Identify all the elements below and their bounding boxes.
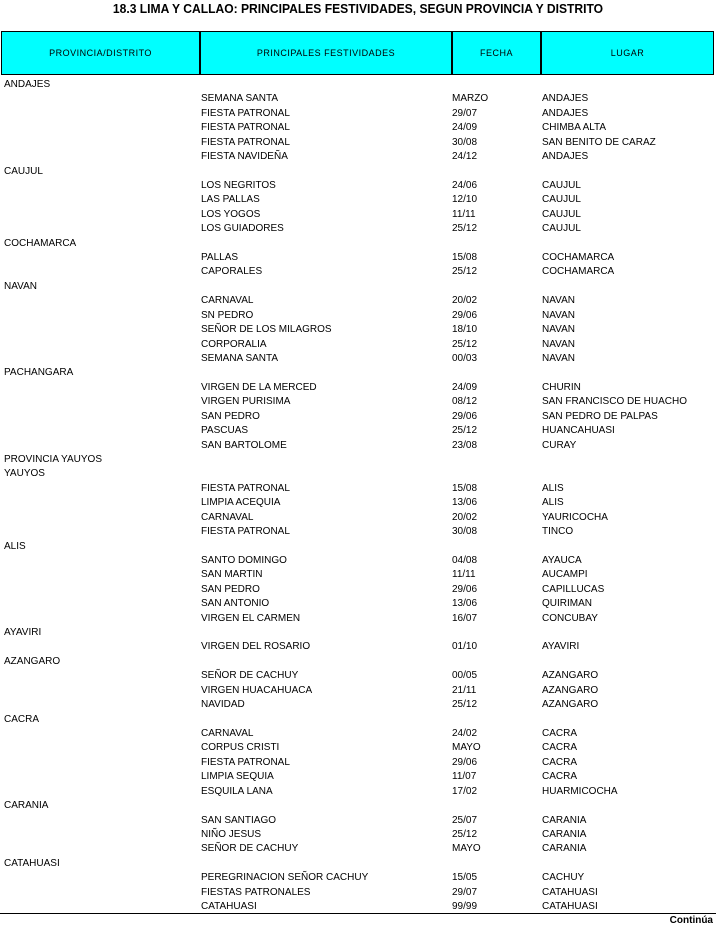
- district-row: [0, 655, 716, 669]
- table-row: [0, 756, 716, 770]
- lugar-cell: CATAHUASI: [542, 901, 598, 913]
- fecha-cell: 08/12: [452, 396, 478, 408]
- table-row: [0, 92, 716, 106]
- festividad-cell: NAVIDAD: [201, 699, 245, 711]
- district-row: [0, 626, 716, 640]
- district-row: [0, 78, 716, 92]
- lugar-cell: CONCUBAY: [542, 612, 598, 624]
- table-row: [0, 179, 716, 193]
- festividad-cell: FIESTA PATRONAL: [201, 136, 290, 148]
- lugar-cell: CURAY: [542, 439, 577, 451]
- festividad-cell: SAN MARTIN: [201, 569, 263, 581]
- festividad-cell: CARNAVAL: [201, 295, 254, 307]
- page-title: 18.3 LIMA Y CALLAO: PRINCIPALES FESTIVIDADES, SEGUN PROVINCIA Y DISTRITO: [112, 1, 604, 16]
- fecha-cell: 29/06: [452, 309, 478, 321]
- fecha-cell: 24/09: [452, 122, 478, 134]
- festividad-cell: SAN PEDRO: [201, 583, 260, 595]
- table-row: [0, 785, 716, 799]
- district-row: [0, 713, 716, 727]
- lugar-cell: NAVAN: [542, 309, 575, 321]
- lugar-cell: CACRA: [542, 756, 578, 768]
- festividad-cell: CATAHUASI: [201, 901, 257, 913]
- district-row: [0, 237, 716, 251]
- festividad-cell: PALLAS: [201, 252, 239, 264]
- fecha-cell: 30/08: [452, 526, 478, 538]
- festividad-cell: LOS YOGOS: [201, 208, 261, 220]
- table-row: [0, 842, 716, 856]
- festividad-cell: CARNAVAL: [201, 727, 254, 739]
- header-festividades: PRINCIPALES FESTIVIDADES: [201, 32, 453, 74]
- lugar-cell: AZANGARO: [542, 699, 599, 711]
- fecha-cell: 11/11: [452, 569, 476, 581]
- fecha-cell: 30/08: [452, 136, 478, 148]
- fecha-cell: 17/02: [452, 785, 478, 797]
- festividad-cell: FIESTA PATRONAL: [201, 122, 290, 134]
- table-row: [0, 698, 716, 712]
- fecha-cell: 29/06: [452, 756, 478, 768]
- festividad-cell: FIESTA NAVIDEÑA: [201, 151, 288, 163]
- table-row: [0, 294, 716, 308]
- festividad-cell: LAS PALLAS: [201, 194, 260, 206]
- district-cell: CACRA: [4, 713, 40, 725]
- lugar-cell: CAUJUL: [542, 179, 581, 191]
- festividad-cell: SN PEDRO: [201, 309, 254, 321]
- table-row: [0, 770, 716, 784]
- fecha-cell: 21/11: [452, 684, 477, 696]
- continua-label: Continúa: [669, 915, 713, 926]
- district-cell: ANDAJES: [4, 79, 51, 90]
- festividad-cell: LIMPIA SEQUIA: [201, 771, 274, 783]
- table-row: [0, 439, 716, 453]
- fecha-cell: 25/12: [452, 699, 478, 711]
- table-row: [0, 193, 716, 207]
- festividad-cell: CORPORALIA: [201, 338, 267, 350]
- fecha-cell: 25/12: [452, 425, 478, 437]
- festividad-cell: VIRGEN PURISIMA: [201, 396, 291, 408]
- fecha-cell: 24/02: [452, 727, 478, 739]
- lugar-cell: CACRA: [542, 742, 578, 754]
- table-row: [0, 251, 716, 265]
- district-cell: PROVINCIA YAUYOS: [4, 453, 102, 465]
- table-row: [0, 121, 716, 135]
- lugar-cell: SAN FRANCISCO DE HUACHO: [542, 396, 688, 408]
- district-cell: AYAVIRI: [4, 627, 42, 639]
- table-row: [0, 309, 716, 323]
- festividad-cell: CARNAVAL: [201, 511, 254, 523]
- fecha-cell: 29/06: [452, 583, 478, 595]
- district-row: [0, 165, 716, 179]
- lugar-cell: NAVAN: [542, 338, 575, 350]
- lugar-cell: ANDAJES: [542, 151, 589, 163]
- festividad-cell: FIESTA PATRONAL: [201, 107, 290, 119]
- fecha-cell: 24/09: [452, 381, 478, 393]
- district-row: [0, 467, 716, 481]
- fecha-cell: 25/12: [452, 223, 478, 235]
- festividad-cell: SEÑOR DE CACHUY: [201, 670, 299, 682]
- lugar-cell: CACRA: [542, 771, 578, 783]
- district-row: [0, 799, 716, 813]
- table-row: [0, 107, 716, 121]
- lugar-cell: ALIS: [542, 497, 564, 509]
- lugar-cell: YAURICOCHA: [542, 511, 608, 523]
- fecha-cell: 04/08: [452, 554, 478, 566]
- festividad-cell: FIESTA PATRONAL: [201, 756, 290, 768]
- festividad-cell: CAPORALES: [201, 266, 263, 278]
- fecha-cell: 23/08: [452, 439, 478, 451]
- festividad-cell: PASCUAS: [201, 425, 249, 437]
- lugar-cell: CARANIA: [542, 814, 587, 826]
- district-cell: YAUYOS: [4, 468, 45, 480]
- lugar-cell: COCHAMARCA: [542, 252, 615, 264]
- table-body: [0, 78, 716, 914]
- table-row: [0, 741, 716, 755]
- lugar-cell: NAVAN: [542, 295, 575, 307]
- header-fecha: FECHA: [453, 32, 542, 74]
- fecha-cell: 12/10: [452, 194, 478, 206]
- lugar-cell: CHURIN: [542, 381, 581, 393]
- festividad-cell: SEMANA SANTA: [201, 93, 279, 105]
- fecha-cell: 15/08: [452, 482, 478, 494]
- district-row: [0, 453, 716, 467]
- table-row: [0, 150, 716, 164]
- district-row: [0, 366, 716, 380]
- district-cell: NAVAN: [4, 280, 37, 292]
- festividad-cell: FIESTA PATRONAL: [201, 526, 290, 538]
- festividad-cell: LOS NEGRITOS: [201, 179, 276, 191]
- fecha-cell: MAYO: [452, 742, 481, 754]
- table-row: [0, 424, 716, 438]
- fecha-cell: 16/07: [452, 612, 478, 624]
- lugar-cell: AUCAMPI: [542, 569, 588, 581]
- lugar-cell: CARANIA: [542, 828, 587, 840]
- lugar-cell: COCHAMARCA: [542, 266, 615, 278]
- fecha-cell: MARZO: [452, 93, 489, 105]
- festividad-cell: SAN PEDRO: [201, 410, 260, 422]
- festividad-cell: SANTO DOMINGO: [201, 554, 287, 566]
- fecha-cell: 24/06: [452, 179, 478, 191]
- table-row: [0, 525, 716, 539]
- lugar-cell: CAUJUL: [542, 223, 581, 235]
- festividad-cell: LOS GUIADORES: [201, 223, 284, 235]
- district-cell: CATAHUASI: [4, 857, 60, 869]
- lugar-cell: AZANGARO: [542, 684, 599, 696]
- footer-divider: [0, 913, 716, 914]
- festividad-cell: SEÑOR DE CACHUY: [201, 843, 299, 855]
- district-cell: CARANIA: [4, 800, 49, 812]
- fecha-cell: 00/05: [452, 670, 478, 682]
- lugar-cell: QUIRIMAN: [542, 598, 592, 610]
- fecha-cell: 13/06: [452, 598, 478, 610]
- lugar-cell: AYAVIRI: [542, 641, 580, 653]
- festividad-cell: CORPUS CRISTI: [201, 742, 280, 754]
- fecha-cell: 25/07: [452, 814, 478, 826]
- table-row: [0, 496, 716, 510]
- fecha-cell: MAYO: [452, 843, 481, 855]
- table-row: [0, 554, 716, 568]
- table-row: [0, 597, 716, 611]
- table-row: [0, 828, 716, 842]
- table-row: [0, 410, 716, 424]
- lugar-cell: HUANCAHUASI: [542, 425, 615, 437]
- table-header: [1, 31, 714, 75]
- fecha-cell: 11/07: [452, 771, 477, 783]
- fecha-cell: 15/05: [452, 872, 478, 884]
- fecha-cell: 25/12: [452, 338, 478, 350]
- lugar-cell: SAN BENITO DE CARAZ: [542, 136, 656, 148]
- lugar-cell: CAUJUL: [542, 194, 581, 206]
- district-row: [0, 857, 716, 871]
- fecha-cell: 99/99: [452, 901, 478, 913]
- festividad-cell: VIRGEN DEL ROSARIO: [201, 641, 311, 653]
- lugar-cell: ALIS: [542, 482, 564, 494]
- table-row: [0, 669, 716, 683]
- fecha-cell: 20/02: [452, 511, 478, 523]
- table-row: [0, 482, 716, 496]
- festividad-cell: ESQUILA LANA: [201, 785, 273, 797]
- table-row: [0, 395, 716, 409]
- district-cell: COCHAMARCA: [4, 237, 77, 249]
- header-provincia-distrito: PROVINCIA/DISTRITO: [2, 32, 201, 74]
- table-row: [0, 612, 716, 626]
- lugar-cell: ANDAJES: [542, 107, 589, 119]
- district-row: [0, 540, 716, 554]
- festividad-cell: SEÑOR DE LOS MILAGROS: [201, 324, 332, 336]
- fecha-cell: 24/12: [452, 151, 478, 163]
- lugar-cell: AZANGARO: [542, 670, 599, 682]
- festividad-cell: SAN SANTIAGO: [201, 814, 277, 826]
- table-row: [0, 871, 716, 885]
- festividad-cell: FIESTAS PATRONALES: [201, 886, 311, 898]
- fecha-cell: 20/02: [452, 295, 478, 307]
- table-row: [0, 265, 716, 279]
- table-row: [0, 727, 716, 741]
- fecha-cell: 29/06: [452, 410, 478, 422]
- lugar-cell: HUARMICOCHA: [542, 785, 618, 797]
- festividad-cell: PEREGRINACION SEÑOR CACHUY: [201, 872, 369, 884]
- table-row: [0, 511, 716, 525]
- festividad-cell: NIÑO JESUS: [201, 828, 262, 840]
- lugar-cell: SAN PEDRO DE PALPAS: [542, 410, 658, 422]
- table-row: [0, 352, 716, 366]
- lugar-cell: CHIMBA ALTA: [542, 122, 607, 134]
- table-row: [0, 583, 716, 597]
- festividad-cell: SAN ANTONIO: [201, 598, 270, 610]
- district-cell: CAUJUL: [4, 165, 43, 177]
- table-row: [0, 208, 716, 222]
- fecha-cell: 29/07: [452, 886, 478, 898]
- table-row: [0, 338, 716, 352]
- fecha-cell: 13/06: [452, 497, 478, 509]
- table-row: [0, 222, 716, 236]
- table-row: [0, 684, 716, 698]
- festividad-cell: FIESTA PATRONAL: [201, 482, 290, 494]
- table-row: [0, 814, 716, 828]
- lugar-cell: CARANIA: [542, 843, 587, 855]
- festividad-cell: VIRGEN EL CARMEN: [201, 612, 301, 624]
- festividad-cell: SAN BARTOLOME: [201, 439, 287, 451]
- lugar-cell: NAVAN: [542, 324, 575, 336]
- lugar-cell: CACHUY: [542, 872, 585, 884]
- festividad-cell: VIRGEN DE LA MERCED: [201, 381, 317, 393]
- lugar-cell: CAUJUL: [542, 208, 581, 220]
- fecha-cell: 25/12: [452, 828, 478, 840]
- district-cell: PACHANGARA: [4, 367, 74, 379]
- festividad-cell: VIRGEN HUACAHUACA: [201, 684, 313, 696]
- fecha-cell: 18/10: [452, 324, 478, 336]
- table-row: [0, 640, 716, 654]
- table-row: [0, 381, 716, 395]
- fecha-cell: 25/12: [452, 266, 478, 278]
- table-row: [0, 886, 716, 900]
- lugar-cell: ANDAJES: [542, 93, 589, 105]
- table-row: [0, 323, 716, 337]
- festividad-cell: SEMANA SANTA: [201, 353, 279, 365]
- table-row: [0, 568, 716, 582]
- header-lugar: LUGAR: [610, 48, 645, 58]
- lugar-cell: TINCO: [542, 526, 574, 538]
- district-cell: ALIS: [4, 540, 26, 552]
- lugar-cell: NAVAN: [542, 353, 575, 365]
- fecha-cell: 00/03: [452, 353, 478, 365]
- lugar-cell: CAPILLUCAS: [542, 583, 605, 595]
- fecha-cell: 15/08: [452, 252, 478, 264]
- lugar-cell: CACRA: [542, 727, 578, 739]
- district-cell: AZANGARO: [4, 655, 61, 667]
- district-row: [0, 280, 716, 294]
- festividad-cell: LIMPIA ACEQUIA: [201, 497, 281, 509]
- lugar-cell: CATAHUASI: [542, 886, 598, 898]
- fecha-cell: 11/11: [452, 208, 476, 220]
- table-row: [0, 136, 716, 150]
- fecha-cell: 01/10: [452, 641, 478, 653]
- fecha-cell: 29/07: [452, 107, 478, 119]
- lugar-cell: AYAUCA: [542, 554, 582, 566]
